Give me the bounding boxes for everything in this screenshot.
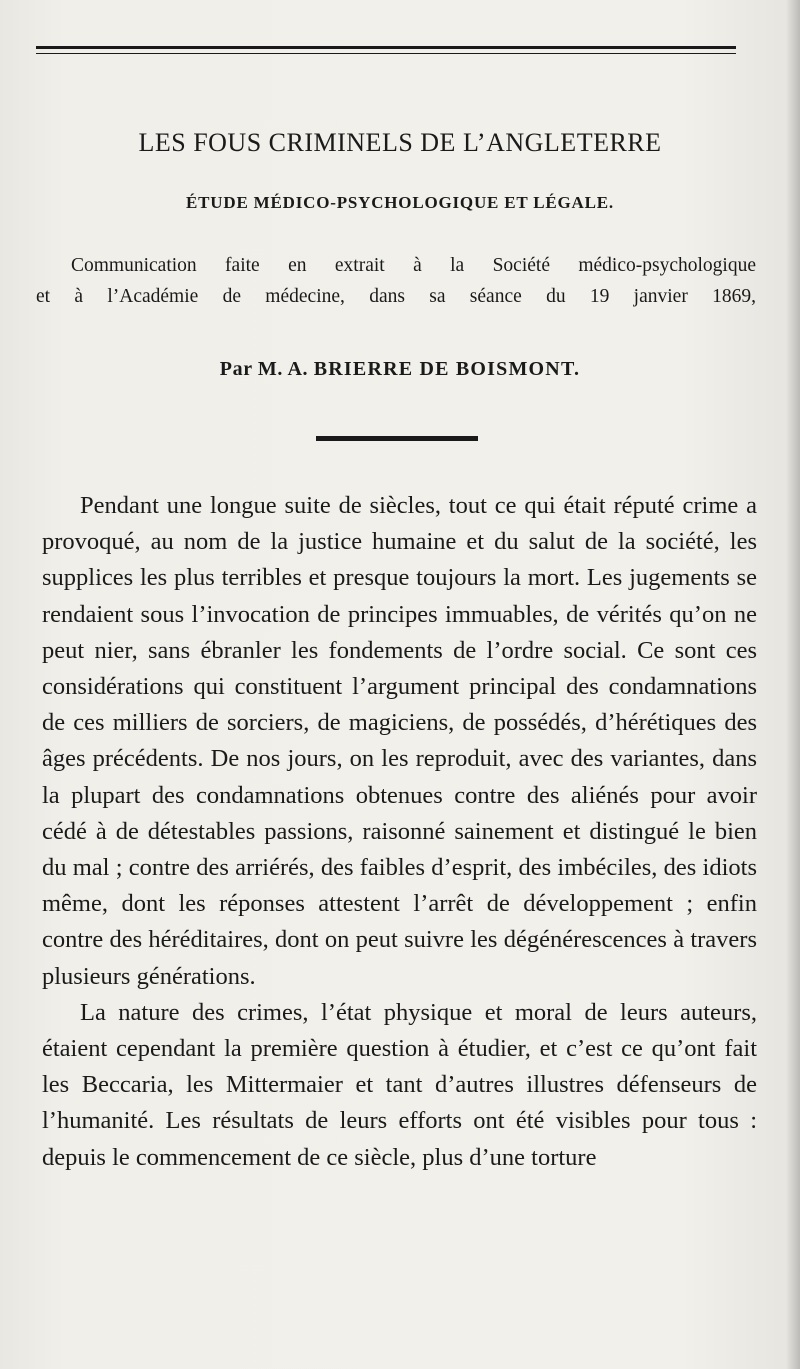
author-prefix: Par M. A. <box>219 358 309 380</box>
article-subtitle: ÉTUDE MÉDICO-PSYCHOLOGIQUE ET LÉGALE. <box>186 193 614 212</box>
paragraph: Pendant une longue suite de siècles, tout ce qui était réputé crime a provoqué, au nom de la justice humaine et du salut de la société, les supplices les plus terribles et presque toujours la mort. Les jugements se rendaient sous l’invocation de principes immuables, de vérités qu’on ne peut nier, sans ébranler les fondements de l’ordre social. Ce sont ces considérations qui constituent l’argument principal des condamnations de ces milliers de sorciers, de magiciens, de possédés, d’hérétiques des âges précédents. De nos jours, on les reproduit, avec des variantes, dans la plupart des condamnations obtenues contre des aliénés pour avoir cédé à de détestables passions, raisonné sainement et distingué le bien du mal ; contre des arriérés, des faibles d’esprit, des imbéciles, des idiots même, dont les réponses attestent l’arrêt de développement ; enfin contre des héréditaires, dont on peut suivre les dégénérescences à travers plusieurs générations. <box>42 492 757 990</box>
author-byline <box>0 358 800 381</box>
author-name: BRIERRE DE BOISMONT. <box>313 358 581 380</box>
article-body <box>42 488 757 1176</box>
article-title: LES FOUS CRIMINELS DE L’ANGLETERRE <box>138 128 662 157</box>
header-rule <box>36 46 736 49</box>
communication-line-2: et à l’Académie de médecine, dans sa séance du 19 janvier 1869, <box>36 286 756 307</box>
header-rule-thin <box>36 53 736 54</box>
paragraph: La nature des crimes, l’état physique et moral de leurs auteurs, étaient cependant la première question à étudier, et c’est ce qu’ont fait les Beccaria, les Mittermaier et tant d’autres illustres défenseurs de l’humanité. Les résultats de leurs efforts ont été visibles pour tous : depuis le commencement de ce siècle, plus d’une torture <box>42 998 757 1171</box>
communication-line-1: Communication faite en extrait à la Société médico-psychologique <box>71 255 756 276</box>
communication-note <box>36 250 756 312</box>
section-divider <box>316 436 478 441</box>
